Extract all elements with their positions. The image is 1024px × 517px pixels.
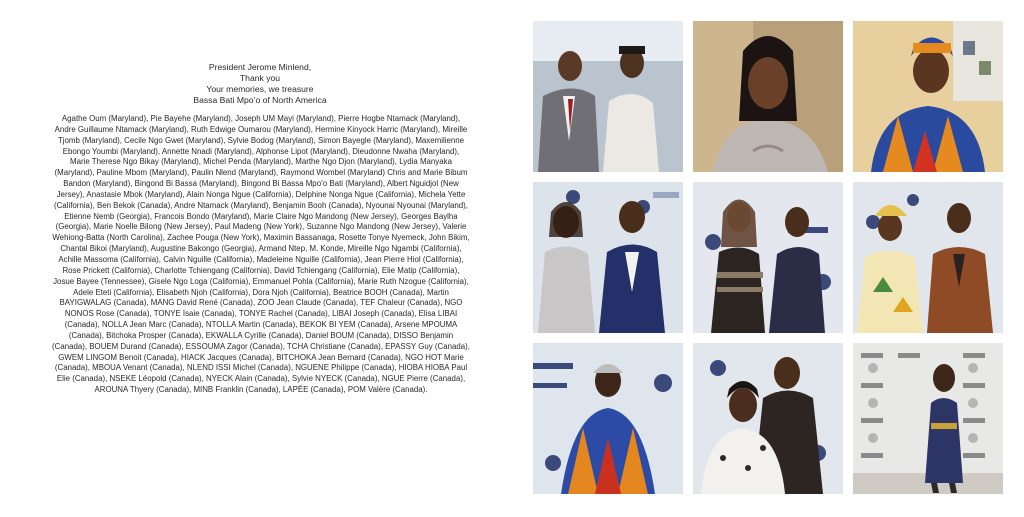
dedication-line: President Jerome Minlend, — [208, 62, 312, 72]
dedication-line: Your memories, we treasure — [206, 84, 314, 94]
photo-elder-woman — [533, 343, 683, 494]
photo-woman-logo-wall — [853, 343, 1003, 494]
photo-woman-portrait — [693, 21, 843, 172]
photo-grid — [533, 21, 1003, 495]
left-page — [40, 0, 480, 517]
photo-couple-banner-3 — [853, 182, 1003, 333]
dedication — [40, 62, 480, 106]
photo-woman-headwrap — [853, 21, 1003, 172]
photo-couple-grey-suit — [533, 21, 683, 172]
dedication-line: Bassa Bati Mpo’o of North America — [193, 95, 327, 105]
photo-couple-banner-1 — [533, 182, 683, 333]
dedication-line: Thank you — [239, 73, 281, 83]
photo-couple-banner-2 — [693, 182, 843, 333]
acknowledgement-names: Agathe Oum (Maryland), Pie Bayehe (Maryland), Joseph UM Mayi (Maryland), Pierre Hogbe Ntamack (Maryland), Andre Guillaume Ntamack (Maryland), Ruth Edwige Oumarou (Maryland), Hermine Kinyock Harric (Maryland), Mireille Tjomb (Maryland), Cecile Ngo Gwet (Maryland), Sylvie Bodog (Maryland), Simon Bayegle (Maryland), Maxemilienne Ebongo Youmbi (Maryland), Annette Nnadi (Maryland), Alphonse Lipot (Maryland), Dieudonne Nwaha (Maryland), Marie Therese Ngo Bikay (Maryland), Michel Penda (Maryland), Marthe Ngo Djon (Maryland), Lydia Manyaka (Maryland), Pauline Mbom (Maryland), Paulin Nlend (Maryland), Raymond Wombel (Maryland) Chris and Marie Bibum Bandon (Maryland), Bingond Bi Bassa (Maryland), Bingond Bi Bassa Mpo’o Bati (Maryland), Albert Nguidjol (New Jersey), Anastasie Mbok (Maryland), Alain Nonga Ngue (California), Delphine Nonga Ngue (California), Michela Yette (California), Ben Bekok (Canada), Andre Ntamack (Maryland), Benjamin Booh (Canada), Nyounai Nyounai (Maryland), Etienne Nemb (Georgia), Francois Bondo (Maryland), Marie Claire Ngo Mandong (New Jersey), Georges Baylha (Georgia), Marie Noelle Bilong (New Jersey), Paul Madeng (New York), Suzanne Ngo Mandong (New Jersey), Valerie Wehiong-Batta (North Carolina), Zachee Pouga (New York), Maximin Bassanaga, Rosette Tonye Nyemeck, John Bikim, Chantal Bikoi (Maryland), Augustine Bakongo (Georgia), Armand Ntep, M. Konde, Mireille Ngo Ngambi (California), Achille Massoma (California), Calvin Nguille (California), Madeleine Nguille (California), Jean Pierre Hiol (California), Rose Prickett (California), Charlotte Tchiengang (California), David Tchiengang (California), Elie Matip (California), Josue Bayee (Tennessee), Gisele Ngo Loga (California), Emmanuel Pohla (California), Marie Ruth Nzogue (California), Adele Eteti (California), Elisabeth Njoh (California), Dora Njoh (California), Beatrice BOOH (Canada), Martin BAYIGWALAG (Canada), MANG David René (Canada), ZOO Jean Claude (Canada), TEF Chaleur (Canada), NGO NONOS Rose (Canada), TONYE Isaie (Canada), TONYE Rachel (Canada), LIBAI Joseph (Canada), Elisa LIBAI (Canada), NOLLA Jean Marc (Canada), NTOLLA Martin (Canada), BEKOK BI YEM (Canada), Arsene MPOUMA (Canada), Bitchoka Prosper (Canada), EKWALLA Cyrille (Canada), Daniel BOUM (Canada), DISSO Benjamin (Canada), BOUEM Durand (Canada), ESSOUMA Zagor (Canada), TCHA Christiane (Canada), EPASSY Guy (Canada), GWEM LINGOM Benoit (Canada), HIACK Jacques (Canada), BITCHOKA Jean Bernard (Canada), NGO HOT Marie (Canada), MBOUA Venant (Canada), NLEND ISSI Michel (Canada), NGUENE Philippe (Canada), HIOBA HIOBA Paul Elie (Canada), NSEKE Léopold (Canada), NYECK Alain (Canada), Sylvie NYECK (Canada), NGUE Pierre (Canada), AROUNA Thyery (Canada), MINB Franklin (Canada), LAPÉE (Canada), POM Valère (Canada). — [52, 114, 470, 395]
photo-couple-elders — [693, 343, 843, 494]
